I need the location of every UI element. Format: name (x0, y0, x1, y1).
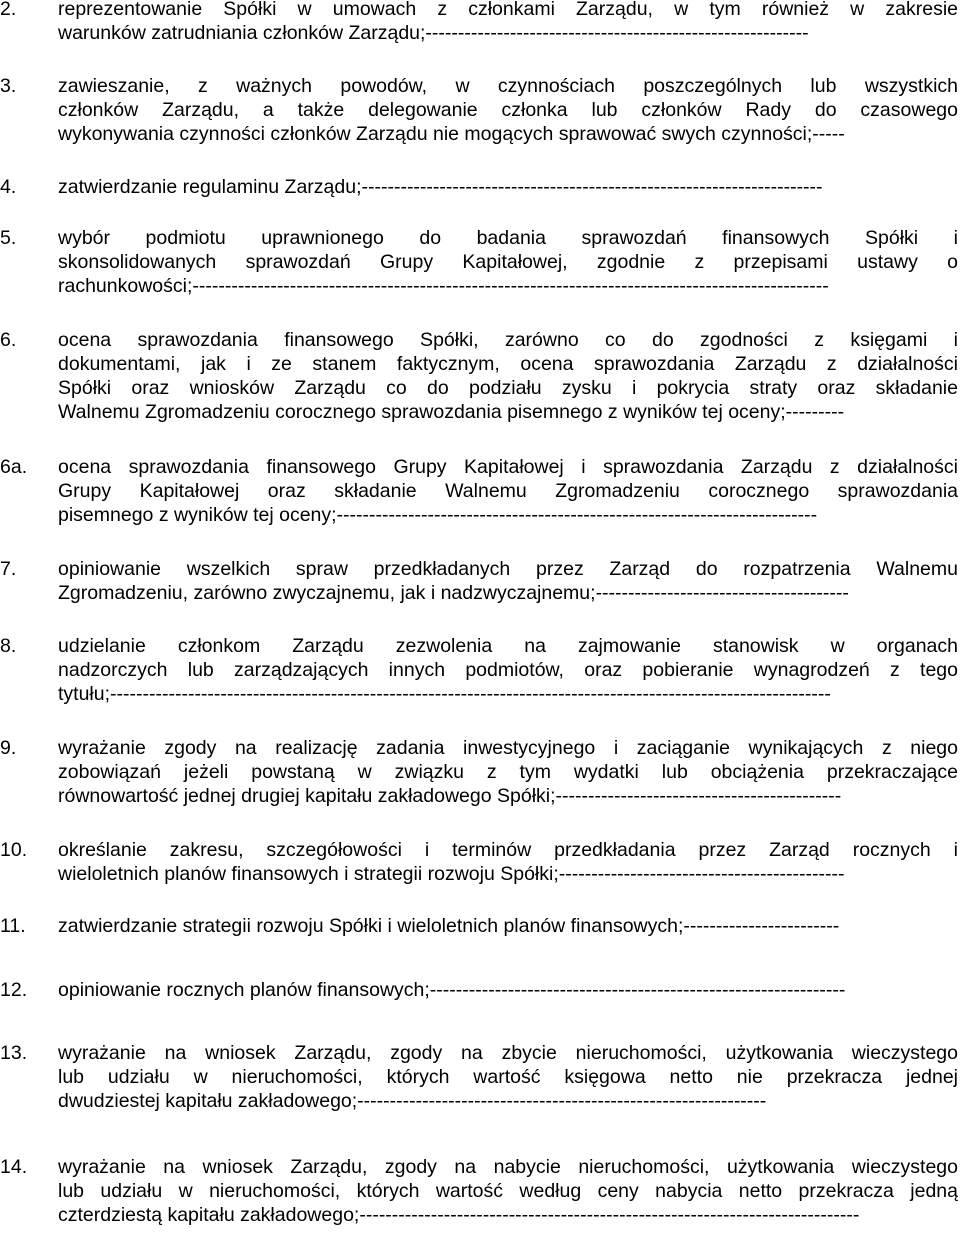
list-item-number: 14. (0, 1156, 28, 1178)
list-item-number: 9. (0, 737, 17, 759)
list-item-number: 13. (0, 1042, 28, 1064)
list-item-line: wybór podmiotu uprawnionego do badania sprawozdań finansowych Spółki i (58, 227, 958, 249)
list-item-line: dokumentami, jak i ze stanem faktycznym, ocena sprawozdania Zarządu z działalności (58, 353, 958, 375)
list-item-line: wyrażanie na wniosek Zarządu, zgody na nabycie nieruchomości, użytkowania wieczystego (58, 1156, 958, 1178)
list-item-number: 10. (0, 839, 28, 861)
list-item-line: czterdziestą kapitału zakładowego;----------------------------------------------------------------------------- (58, 1204, 860, 1226)
list-item-line: wyrażanie zgody na realizację zadania inwestycyjnego i zaciąganie wynikających z niego (58, 737, 958, 759)
list-item-line: nadzorczych lub zarządzających innych podmiotów, oraz pobieranie wynagrodzeń z tego (58, 659, 958, 681)
list-item-line: zatwierdzanie strategii rozwoju Spółki i wieloletnich planów finansowych;------------------------ (58, 915, 840, 937)
list-item-line: zobowiązań jeżeli powstaną w związku z tym wydatki lub obciążenia przekraczające (58, 761, 958, 783)
list-item-number: 7. (0, 558, 17, 580)
list-item-line: pisemnego z wyników tej oceny;-------------------------------------------------------------------------- (58, 504, 818, 526)
list-item-line: Grupy Kapitałowej oraz składanie Walnemu Zgromadzeniu corocznego sprawozdania (58, 480, 958, 502)
list-item-line: reprezentowanie Spółki w umowach z członkami Zarządu, w tym również w zakresie (58, 0, 958, 20)
list-item-line: opiniowanie rocznych planów finansowych;---------------------------------------------------------------- (58, 979, 846, 1001)
list-item-number: 4. (0, 176, 17, 198)
list-item-number: 8. (0, 635, 17, 657)
list-item-line: Zgromadzeniu, zarówno zwyczajnemu, jak i nadzwyczajnemu;--------------------------------------- (58, 582, 849, 604)
list-item-number: 2. (0, 0, 17, 20)
list-item-number: 12. (0, 979, 28, 1001)
list-item-line: określanie zakresu, szczegółowości i terminów przedkładania przez Zarząd rocznych i (58, 839, 958, 861)
list-item-line: tytułu;--------------------------------------------------------------------------------------------------------------- (58, 683, 831, 705)
list-item-line: wyrażanie na wniosek Zarządu, zgody na zbycie nieruchomości, użytkowania wieczystego (58, 1042, 958, 1064)
list-item-line: zatwierdzanie regulaminu Zarządu;----------------------------------------------------------------------- (58, 176, 823, 198)
list-item-line: opiniowanie wszelkich spraw przedkładanych przez Zarząd do rozpatrzenia Walnemu (58, 558, 958, 580)
list-item-number: 5. (0, 227, 17, 249)
list-item-line: równowartość jednej drugiej kapitału zakładowego Spółki;-------------------------------------------- (58, 785, 842, 807)
list-item-line: ocena sprawozdania finansowego Spółki, zarówno co do zgodności z księgami i (58, 329, 958, 351)
list-item-number: 6a. (0, 456, 28, 478)
list-item-line: lub udziału w nieruchomości, których wartość według ceny nabycia netto przekracza jedną (58, 1180, 958, 1202)
list-item-line: warunków zatrudniania członków Zarządu;----------------------------------------------------------- (58, 22, 809, 44)
list-item-line: członków Zarządu, a także delegowanie członka lub członków Rady do czasowego (58, 99, 958, 121)
list-item-line: wykonywania czynności członków Zarządu nie mogących sprawować swych czynności;----- (58, 123, 845, 145)
list-item-line: Walnemu Zgromadzeniu corocznego sprawozdania pisemnego z wyników tej oceny;--------- (58, 401, 845, 423)
list-item-line: lub udziału w nieruchomości, których wartość księgowa netto nie przekracza jednej (58, 1066, 958, 1088)
list-item-line: dwudziestej kapitału zakładowego;--------------------------------------------------------------- (58, 1090, 767, 1112)
list-item-line: wieloletnich planów finansowych i strategii rozwoju Spółki;-------------------------------------------- (58, 863, 845, 885)
list-item-number: 3. (0, 75, 17, 97)
list-item-line: ocena sprawozdania finansowego Grupy Kapitałowej i sprawozdania Zarządu z działalności (58, 456, 958, 478)
list-item-number: 6. (0, 329, 17, 351)
list-item-line: rachunkowości;-------------------------------------------------------------------------------------------------- (58, 275, 829, 297)
list-item-line: Spółki oraz wniosków Zarządu co do podziału zysku i pokrycia straty oraz składanie (58, 377, 958, 399)
list-item-line: zawieszanie, z ważnych powodów, w czynnościach poszczególnych lub wszystkich (58, 75, 958, 97)
list-item-number: 11. (0, 915, 26, 937)
list-item-line: udzielanie członkom Zarządu zezwolenia na zajmowanie stanowisk w organach (58, 635, 958, 657)
list-item-line: skonsolidowanych sprawozdań Grupy Kapitałowej, zgodnie z przepisami ustawy o (58, 251, 958, 273)
